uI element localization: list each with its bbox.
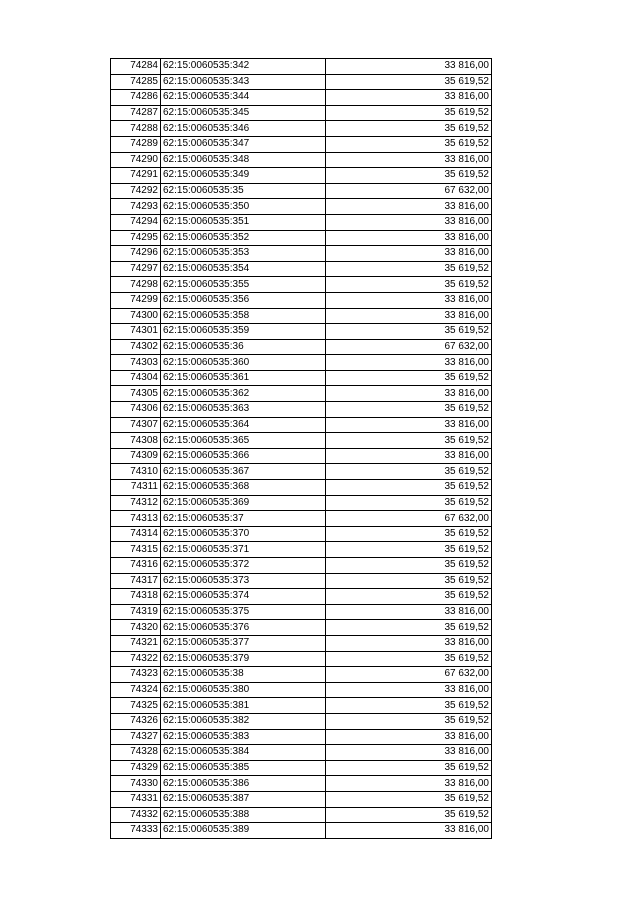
value-cell: 35 619,52 [326, 464, 492, 480]
row-number-cell: 74310 [111, 464, 161, 480]
row-number-cell: 74303 [111, 355, 161, 371]
value-cell: 33 816,00 [326, 745, 492, 761]
row-number-cell: 74284 [111, 59, 161, 75]
row-number-cell: 74327 [111, 729, 161, 745]
cadastral-number-cell: 62:15:0060535:388 [161, 807, 326, 823]
table-row [111, 168, 492, 184]
row-number-cell: 74326 [111, 713, 161, 729]
table-row [111, 651, 492, 667]
row-number-cell: 74286 [111, 90, 161, 106]
row-number-cell: 74319 [111, 604, 161, 620]
value-cell: 33 816,00 [326, 59, 492, 75]
value-cell: 35 619,52 [326, 74, 492, 90]
row-number-cell: 74329 [111, 760, 161, 776]
cadastral-number-cell: 62:15:0060535:365 [161, 433, 326, 449]
value-cell: 35 619,52 [326, 370, 492, 386]
value-cell: 35 619,52 [326, 495, 492, 511]
table-row [111, 542, 492, 558]
row-number-cell: 74333 [111, 823, 161, 839]
table-row [111, 480, 492, 496]
cadastral-number-cell: 62:15:0060535:374 [161, 589, 326, 605]
cadastral-number-cell: 62:15:0060535:344 [161, 90, 326, 106]
row-number-cell: 74307 [111, 417, 161, 433]
cadastral-number-cell: 62:15:0060535:354 [161, 261, 326, 277]
cadastral-number-cell: 62:15:0060535:386 [161, 776, 326, 792]
row-number-cell: 74324 [111, 682, 161, 698]
table-row [111, 417, 492, 433]
cadastral-number-cell: 62:15:0060535:360 [161, 355, 326, 371]
cadastral-number-cell: 62:15:0060535:353 [161, 246, 326, 262]
cadastral-number-cell: 62:15:0060535:372 [161, 558, 326, 574]
value-cell: 33 816,00 [326, 776, 492, 792]
row-number-cell: 74321 [111, 635, 161, 651]
row-number-cell: 74292 [111, 183, 161, 199]
cadastral-number-cell: 62:15:0060535:35 [161, 183, 326, 199]
cadastral-number-cell: 62:15:0060535:359 [161, 324, 326, 340]
table-row [111, 464, 492, 480]
table-row [111, 386, 492, 402]
row-number-cell: 74316 [111, 558, 161, 574]
table-row [111, 152, 492, 168]
value-cell: 33 816,00 [326, 355, 492, 371]
table-row [111, 214, 492, 230]
value-cell: 35 619,52 [326, 480, 492, 496]
table-row [111, 292, 492, 308]
table-row [111, 791, 492, 807]
row-number-cell: 74290 [111, 152, 161, 168]
table-row [111, 667, 492, 683]
table-row [111, 136, 492, 152]
cadastral-number-cell: 62:15:0060535:371 [161, 542, 326, 558]
table-row [111, 495, 492, 511]
table-row [111, 448, 492, 464]
row-number-cell: 74306 [111, 402, 161, 418]
row-number-cell: 74288 [111, 121, 161, 137]
table-row [111, 121, 492, 137]
cadastral-number-cell: 62:15:0060535:363 [161, 402, 326, 418]
value-cell: 33 816,00 [326, 152, 492, 168]
row-number-cell: 74312 [111, 495, 161, 511]
cadastral-number-cell: 62:15:0060535:369 [161, 495, 326, 511]
value-cell: 67 632,00 [326, 183, 492, 199]
row-number-cell: 74332 [111, 807, 161, 823]
row-number-cell: 74304 [111, 370, 161, 386]
value-cell: 35 619,52 [326, 589, 492, 605]
table-row [111, 183, 492, 199]
row-number-cell: 74305 [111, 386, 161, 402]
row-number-cell: 74298 [111, 277, 161, 293]
value-cell: 35 619,52 [326, 542, 492, 558]
table-row [111, 433, 492, 449]
table-row [111, 339, 492, 355]
row-number-cell: 74297 [111, 261, 161, 277]
table-row [111, 261, 492, 277]
row-number-cell: 74285 [111, 74, 161, 90]
table-row [111, 620, 492, 636]
cadastral-number-cell: 62:15:0060535:346 [161, 121, 326, 137]
value-cell: 35 619,52 [326, 698, 492, 714]
cadastral-number-cell: 62:15:0060535:348 [161, 152, 326, 168]
value-cell: 33 816,00 [326, 682, 492, 698]
row-number-cell: 74318 [111, 589, 161, 605]
table-row [111, 511, 492, 527]
row-number-cell: 74309 [111, 448, 161, 464]
row-number-cell: 74320 [111, 620, 161, 636]
value-cell: 33 816,00 [326, 823, 492, 839]
table-row [111, 823, 492, 839]
value-cell: 35 619,52 [326, 105, 492, 121]
cadastral-number-cell: 62:15:0060535:380 [161, 682, 326, 698]
cadastral-number-cell: 62:15:0060535:370 [161, 526, 326, 542]
row-number-cell: 74287 [111, 105, 161, 121]
cadastral-number-cell: 62:15:0060535:382 [161, 713, 326, 729]
cadastral-number-cell: 62:15:0060535:343 [161, 74, 326, 90]
cadastral-number-cell: 62:15:0060535:355 [161, 277, 326, 293]
value-cell: 35 619,52 [326, 558, 492, 574]
row-number-cell: 74313 [111, 511, 161, 527]
value-cell: 67 632,00 [326, 511, 492, 527]
cadastral-number-cell: 62:15:0060535:36 [161, 339, 326, 355]
cadastral-number-cell: 62:15:0060535:375 [161, 604, 326, 620]
table-row [111, 402, 492, 418]
cadastral-number-cell: 62:15:0060535:373 [161, 573, 326, 589]
value-cell: 35 619,52 [326, 760, 492, 776]
row-number-cell: 74330 [111, 776, 161, 792]
table-row [111, 698, 492, 714]
row-number-cell: 74323 [111, 667, 161, 683]
row-number-cell: 74295 [111, 230, 161, 246]
table-row [111, 682, 492, 698]
cadastral-number-cell: 62:15:0060535:37 [161, 511, 326, 527]
table-row [111, 604, 492, 620]
table-row [111, 74, 492, 90]
cadastral-number-cell: 62:15:0060535:345 [161, 105, 326, 121]
table-row [111, 526, 492, 542]
cadastral-number-cell: 62:15:0060535:347 [161, 136, 326, 152]
value-cell: 33 816,00 [326, 448, 492, 464]
value-cell: 33 816,00 [326, 90, 492, 106]
cadastral-number-cell: 62:15:0060535:364 [161, 417, 326, 433]
cadastral-number-cell: 62:15:0060535:38 [161, 667, 326, 683]
value-cell: 33 816,00 [326, 214, 492, 230]
row-number-cell: 74314 [111, 526, 161, 542]
value-cell: 35 619,52 [326, 261, 492, 277]
row-number-cell: 74300 [111, 308, 161, 324]
value-cell: 35 619,52 [326, 620, 492, 636]
value-cell: 33 816,00 [326, 246, 492, 262]
table-row [111, 558, 492, 574]
table-row [111, 308, 492, 324]
row-number-cell: 74325 [111, 698, 161, 714]
value-cell: 33 816,00 [326, 199, 492, 215]
cadastral-number-cell: 62:15:0060535:376 [161, 620, 326, 636]
cadastral-number-cell: 62:15:0060535:358 [161, 308, 326, 324]
table-row [111, 370, 492, 386]
value-cell: 35 619,52 [326, 168, 492, 184]
cadastral-number-cell: 62:15:0060535:361 [161, 370, 326, 386]
row-number-cell: 74294 [111, 214, 161, 230]
cadastral-number-cell: 62:15:0060535:389 [161, 823, 326, 839]
table-row [111, 246, 492, 262]
cadastral-number-cell: 62:15:0060535:366 [161, 448, 326, 464]
table-row [111, 635, 492, 651]
value-cell: 67 632,00 [326, 339, 492, 355]
value-cell: 67 632,00 [326, 667, 492, 683]
value-cell: 35 619,52 [326, 136, 492, 152]
value-cell: 33 816,00 [326, 230, 492, 246]
cadastral-number-cell: 62:15:0060535:377 [161, 635, 326, 651]
table-row [111, 230, 492, 246]
value-cell: 35 619,52 [326, 807, 492, 823]
table-row [111, 745, 492, 761]
value-cell: 35 619,52 [326, 526, 492, 542]
value-cell: 35 619,52 [326, 651, 492, 667]
value-cell: 33 816,00 [326, 635, 492, 651]
row-number-cell: 74293 [111, 199, 161, 215]
value-cell: 33 816,00 [326, 292, 492, 308]
cadastral-number-cell: 62:15:0060535:379 [161, 651, 326, 667]
cadastral-number-cell: 62:15:0060535:383 [161, 729, 326, 745]
value-cell: 35 619,52 [326, 277, 492, 293]
cadastral-number-cell: 62:15:0060535:368 [161, 480, 326, 496]
row-number-cell: 74301 [111, 324, 161, 340]
row-number-cell: 74289 [111, 136, 161, 152]
cadastral-number-cell: 62:15:0060535:356 [161, 292, 326, 308]
row-number-cell: 74311 [111, 480, 161, 496]
cadastral-number-cell: 62:15:0060535:349 [161, 168, 326, 184]
cadastral-number-cell: 62:15:0060535:384 [161, 745, 326, 761]
row-number-cell: 74308 [111, 433, 161, 449]
row-number-cell: 74302 [111, 339, 161, 355]
table-row [111, 729, 492, 745]
value-cell: 35 619,52 [326, 433, 492, 449]
value-cell: 33 816,00 [326, 386, 492, 402]
row-number-cell: 74331 [111, 791, 161, 807]
row-number-cell: 74328 [111, 745, 161, 761]
table-row [111, 807, 492, 823]
value-cell: 33 816,00 [326, 417, 492, 433]
table-row [111, 59, 492, 75]
cadastral-number-cell: 62:15:0060535:367 [161, 464, 326, 480]
table-row [111, 589, 492, 605]
table-row [111, 713, 492, 729]
table-row [111, 573, 492, 589]
value-cell: 35 619,52 [326, 713, 492, 729]
row-number-cell: 74315 [111, 542, 161, 558]
cadastral-number-cell: 62:15:0060535:387 [161, 791, 326, 807]
row-number-cell: 74317 [111, 573, 161, 589]
table-row [111, 277, 492, 293]
table-row [111, 105, 492, 121]
row-number-cell: 74296 [111, 246, 161, 262]
table-row [111, 355, 492, 371]
value-cell: 35 619,52 [326, 402, 492, 418]
table-row [111, 324, 492, 340]
row-number-cell: 74291 [111, 168, 161, 184]
value-cell: 35 619,52 [326, 324, 492, 340]
table-row [111, 90, 492, 106]
cadastral-number-cell: 62:15:0060535:381 [161, 698, 326, 714]
cadastral-number-cell: 62:15:0060535:351 [161, 214, 326, 230]
cadastral-value-table [110, 58, 492, 839]
value-cell: 33 816,00 [326, 308, 492, 324]
row-number-cell: 74322 [111, 651, 161, 667]
cadastral-number-cell: 62:15:0060535:342 [161, 59, 326, 75]
cadastral-number-cell: 62:15:0060535:385 [161, 760, 326, 776]
table-row [111, 776, 492, 792]
table-row [111, 760, 492, 776]
value-cell: 35 619,52 [326, 121, 492, 137]
cadastral-number-cell: 62:15:0060535:362 [161, 386, 326, 402]
cadastral-number-cell: 62:15:0060535:350 [161, 199, 326, 215]
table-body [111, 59, 492, 839]
row-number-cell: 74299 [111, 292, 161, 308]
value-cell: 35 619,52 [326, 791, 492, 807]
cadastral-number-cell: 62:15:0060535:352 [161, 230, 326, 246]
table-row [111, 199, 492, 215]
value-cell: 33 816,00 [326, 729, 492, 745]
value-cell: 33 816,00 [326, 604, 492, 620]
value-cell: 35 619,52 [326, 573, 492, 589]
